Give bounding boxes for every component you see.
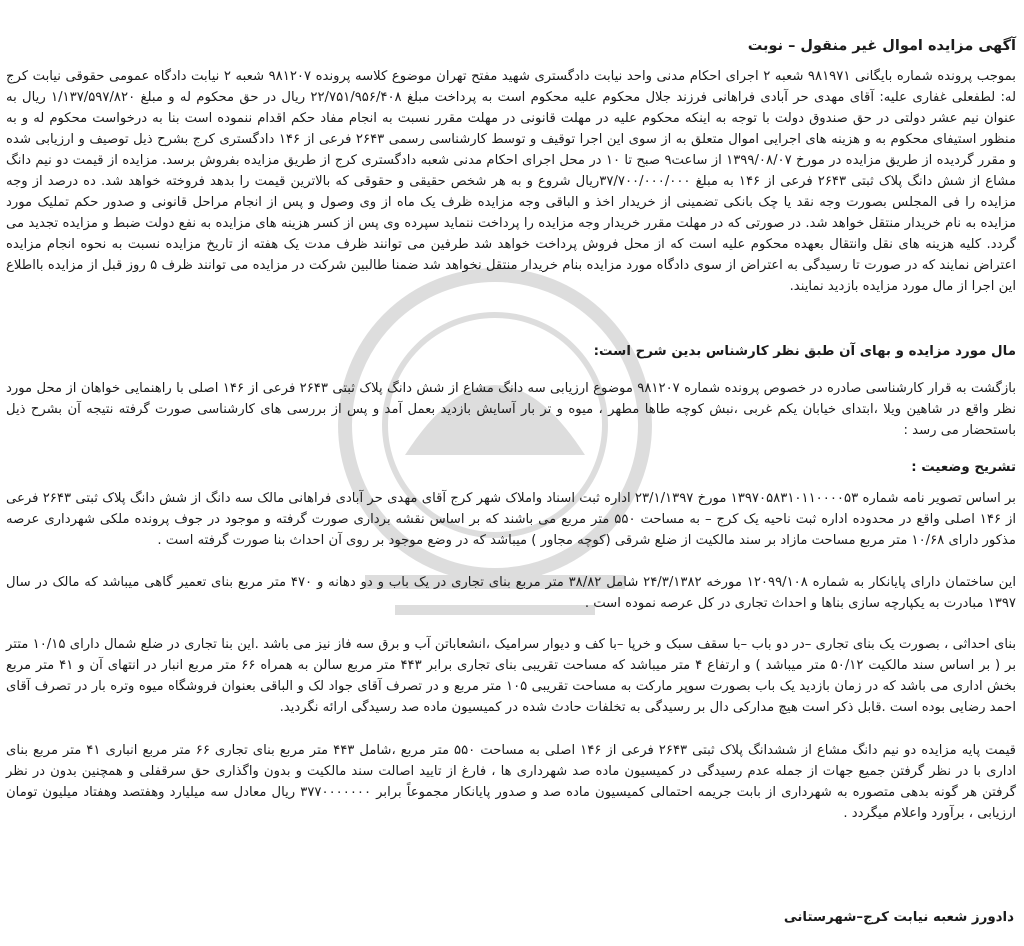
expert-report-paragraph: بازگشت به قرار کارشناسی صادره در خصوص پرونده شماره ۹۸۱۲۰۷ موضوع ارزیابی سه دانگ مشاع از شش دانگ پلاک ثبتی ۲۶۴۳ فرعی از ۱۴۶ اصلی با راهنمایی خواهان از محل مورد نظر واقع در شاهین ویلا ،ابتدای خیابان یکم غربی ،نبش کوچه طاها مطهر ، میوه و تر بار آسایش بازدید بعمل آمد و پس از بررسی های کارشناسی صورت گرفته نتیجه آن بشرح ذیل باستحضار می رسد : <box>6 381 1016 438</box>
notice-title: آگهی مزایده اموال غیر منقول – نوبت <box>747 38 1016 54</box>
signature-line: دادورز شعبه نیابت کرج–شهرستانی <box>783 910 1014 925</box>
notice-intro-paragraph: بموجب پرونده شماره بایگانی ۹۸۱۹۷۱ شعبه ۲ اجرای احکام مدنی واحد نیابت دادگستری شهید مفتح تهران موضوع کلاسه پرونده ۹۸۱۲۰۷ شعبه ۲ نیابت دادگاه عمومی حقوقی نیابت کرج له: لطفعلی غفاری علیه: آقای مهدی حر آبادی فراهانی فرزند جلال محکوم علیه محکوم است به پرداخت مبلغ ۲۲/۷۵۱/۹۵۶/۴۰۸ ریال در حق محکوم له و مبلغ ۱/۱۳۷/۵۹۷/۸۲۰ ریال به عنوان نیم عشر دولتی در حق صندوق دولت با توجه به اینکه محکوم علیه در مهلت قانونی در مهلت مقرر نسبت به انجام مفاد حکم اقدام ننموده است بنا به درخواست محکوم له و به منظور استیفای محکوم به و هزینه های اجرایی اموال متعلق به از سوی این اجرا توقیف و توسط کارشناسی رسمی ۲۶۴۳ فرعی از ۱۴۶ دادگستری کرج بشرح ذیل توصیف و ارزیابی شده و مقرر گردیده از طریق مزایده در مورخ ۱۳۹۹/۰۸/۰۷ از ساعت۹ صبح تا ۱۰ در محل اجرای احکام مدنی شعبه دادگستری کرج از طریق مزایده بفروش برسد. مزایده از قیمت دو نیم دانگ مشاع از شش دانگ پلاک ثبتی ۲۶۴۳ فرعی از ۱۴۶ به مبلغ ۳۷/۷۰۰/۰۰۰/۰۰۰ریال شروع و به هر شخص حقیقی و حقوقی که بالاترین قیمت را بدهد فروخته خواهد شد. ده درصد از وجه مزایده را فی المجلس بصورت وجه نقد یا چک بانکی تضمینی از خریدار اخذ و الباقی وجه مزایده ظرف یک ماه از وی وصول و پس از انجام مراحل قانونی و صدور حکم تملیک مورد مزایده به نام خریدار منتقل خواهد شد. در صورتی که در مهلت مقرر خریدار وجه مزایده را پرداخت ننماید سپرده وی پس از کسر هزینه های مزایده به نفع دولت ضبط و مزایده تجدید می گردد. کلیه هزینه های نقل وانتقال بعهده محکوم علیه است که از محل فروش پرداخت خواهد شد طرفین می توانند ظرف مدت یک هفته از تاریخ مزایده نسبت به نحوه انجام مزایده اعتراض نمایند که در صورت تا رسیدگی به اعتراض از سوی دادگاه مورد مزایده بنام خریدار منتقل نخواهد شد ضمنا طالبین شرکت در مزایده می توانند ظرف ۵ روز قبل از مزایده بااطلاع این اجرا از مال مورد مزایده بازدید نمایند. <box>6 69 1017 294</box>
status-paragraph-building: بنای احداثی ، بصورت یک بنای تجاری –در دو باب –با سقف سبک و خرپا –با کف و دیوار سرامیک ،انشعاباتن آب و برق سه فاز نیز می باشد .این بنا تجاری در ضلع شمال دارای ۱۰/۱۵ متتر بر ( بر اساس سند مالکیت ۵۰/۱۲ متر میباشد ) و ارتفاع ۴ متر میباشد که مساحت تقریبی بنای تجاری برابر ۴۴۳ متر مربع سالن به همراه ۶۶ متر مربع انبار در انتهای آن و ۴۱ متر مربع بخش اداری می باشد که در زمان بازدید یک باب بصورت سوپر مارکت به مساحت تقریبی ۱۰۵ متر مربع و در تصرف آقای جواد لک و الباقی بعنوان فروشگاه میوه وتره بار در تصرف آقای احمد رضایی بوده است .قابل ذکر است هیچ مدارکی دال بر رسیدگی به تخلفات حادث شده در کمیسیون ماده صد رسیدگی ارائه نگردید. <box>6 637 1016 715</box>
status-paragraph-permit: این ساختمان دارای پایانکار به شماره ۱۲۰۹۹/۱۰۸ مورخه ۲۴/۳/۱۳۸۲ شامل ۳۸/۸۲ متر مربع بنای تجاری در یک باب و دو دهانه و ۴۷۰ متر مربع بنای تعمیر گاهی میباشد که مالک در سال ۱۳۹۷ مبادرت به یکپارچه سازی بناها و احداث تجاری در کل عرصه نموده است . <box>6 575 1016 611</box>
status-paragraph-deed: بر اساس تصویر نامه شماره ۱۳۹۷۰۵۸۳۱۰۱۱۰۰۰۰۵۳ مورخ ۲۳/۱/۱۳۹۷ اداره ثبت اسناد واملاک شهر کرج آقای مهدی حر آبادی فراهانی مالک سه دانگ از شش دانگ پلاک ثبتی ۲۶۴۳ فرعی از ۱۴۶ اصلی واقع در محدوده اداره ثبت ناحیه یک کرج – به مساحت ۵۵۰ متر مربع می باشند که بر اساس نقشه برداری صورت گرفته و موجود در جوف پرونده ملکی شهرداری عرصه مذکور دارای ۱۰/۶۸ متر مربع مساحت مازاد بر سند مالکیت از ضلع شرقی (کوچه مجاور ) میباشد که در وضع موجود بر روی آن احداث بنا صورت گرفته است . <box>6 491 1017 548</box>
status-heading: تشریح وضعیت : <box>911 460 1016 475</box>
property-section-heading: مال مورد مزایده و بهای آن طبق نظر کارشناس بدین شرح است: <box>593 344 1016 359</box>
valuation-paragraph: قیمت پایه مزایده دو نیم دانگ مشاع از ششدانگ پلاک ثبتی ۲۶۴۳ فرعی از ۱۴۶ اصلی به مساحت ۵۵۰ متر مربع ،شامل ۴۴۳ متر مربع بنای تجاری ۶۶ متر مربع انباری ۴۱ متر مربع بنای اداری با در نظر گرفتن جمیع جهات از جمله عدم رسیدگی در کمیسیون ماده صد شهرداری ها ، فارغ از تایید اصالت سند مالکیت و بدون واگذاری حق سرقفلی و همچنین بدون در نظر گرفتن هر گونه بدهی متصوره به شهرداری از بابت جریمه احتمالی کمیسیون ماده صد و صدور پایانکار مجموعاً برابر ۳۷۷۰۰۰۰۰۰۰ ریال معادل سه میلیارد وهفتصد وهفتاد میلیون تومان ارزیابی ، برآورد واعلام میگردد . <box>6 743 1016 821</box>
